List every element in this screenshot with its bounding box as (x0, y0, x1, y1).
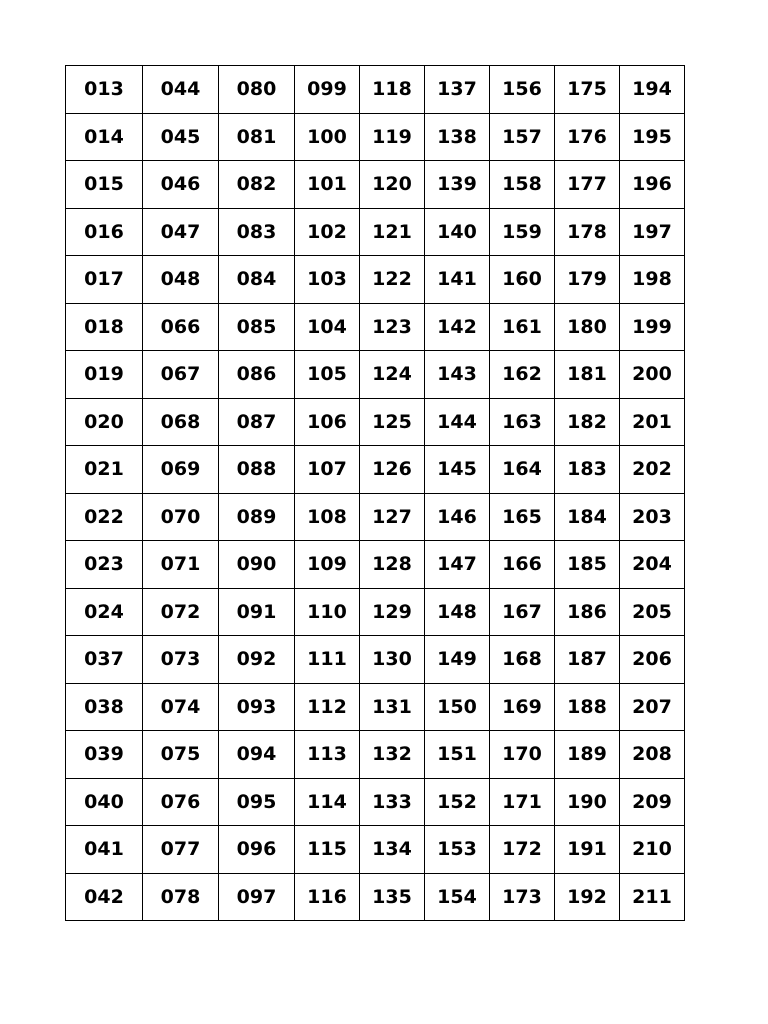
table-row (66, 113, 685, 161)
table-cell: 152 (425, 778, 490, 826)
table-cell: 019 (66, 351, 143, 399)
table-cell: 124 (360, 351, 425, 399)
table-row (66, 731, 685, 779)
table-row (66, 873, 685, 921)
table-cell: 070 (143, 493, 219, 541)
table-cell: 145 (425, 446, 490, 494)
table-row (66, 303, 685, 351)
table-cell: 014 (66, 113, 143, 161)
table-cell: 076 (143, 778, 219, 826)
table-cell: 096 (219, 826, 295, 874)
table-cell: 100 (295, 113, 360, 161)
table-cell: 150 (425, 683, 490, 731)
table-row (66, 778, 685, 826)
table-cell: 112 (295, 683, 360, 731)
table-row (66, 256, 685, 304)
table-cell: 086 (219, 351, 295, 399)
table-cell: 134 (360, 826, 425, 874)
table-cell: 107 (295, 446, 360, 494)
table-cell: 080 (219, 66, 295, 114)
table-cell: 046 (143, 161, 219, 209)
table-cell: 163 (490, 398, 555, 446)
table-cell: 024 (66, 588, 143, 636)
table-row (66, 446, 685, 494)
table-cell: 168 (490, 636, 555, 684)
table-cell: 191 (555, 826, 620, 874)
table-cell: 201 (620, 398, 685, 446)
table-cell: 153 (425, 826, 490, 874)
table-cell: 095 (219, 778, 295, 826)
table-cell: 173 (490, 873, 555, 921)
table-cell: 092 (219, 636, 295, 684)
table-cell: 020 (66, 398, 143, 446)
table-cell: 194 (620, 66, 685, 114)
table-cell: 165 (490, 493, 555, 541)
table-cell: 088 (219, 446, 295, 494)
table-cell: 186 (555, 588, 620, 636)
table-cell: 167 (490, 588, 555, 636)
table-cell: 039 (66, 731, 143, 779)
table-cell: 041 (66, 826, 143, 874)
table-cell: 106 (295, 398, 360, 446)
table-cell: 018 (66, 303, 143, 351)
table-cell: 149 (425, 636, 490, 684)
table-cell: 202 (620, 446, 685, 494)
table-cell: 143 (425, 351, 490, 399)
table-cell: 122 (360, 256, 425, 304)
table-cell: 159 (490, 208, 555, 256)
table-cell: 187 (555, 636, 620, 684)
table-cell: 147 (425, 541, 490, 589)
table-row (66, 351, 685, 399)
table-cell: 109 (295, 541, 360, 589)
table-cell: 130 (360, 636, 425, 684)
table-cell: 140 (425, 208, 490, 256)
table-cell: 133 (360, 778, 425, 826)
table-cell: 044 (143, 66, 219, 114)
table-cell: 207 (620, 683, 685, 731)
table-cell: 156 (490, 66, 555, 114)
table-cell: 178 (555, 208, 620, 256)
table-cell: 075 (143, 731, 219, 779)
table-cell: 077 (143, 826, 219, 874)
table-cell: 196 (620, 161, 685, 209)
table-cell: 110 (295, 588, 360, 636)
table-cell: 048 (143, 256, 219, 304)
table-row (66, 161, 685, 209)
table-cell: 206 (620, 636, 685, 684)
table-row (66, 208, 685, 256)
table-cell: 151 (425, 731, 490, 779)
table-cell: 142 (425, 303, 490, 351)
table-cell: 116 (295, 873, 360, 921)
table-cell: 115 (295, 826, 360, 874)
table-cell: 105 (295, 351, 360, 399)
table-cell: 108 (295, 493, 360, 541)
table-cell: 090 (219, 541, 295, 589)
table-cell: 066 (143, 303, 219, 351)
table-cell: 144 (425, 398, 490, 446)
table-cell: 135 (360, 873, 425, 921)
table-cell: 045 (143, 113, 219, 161)
table-cell: 022 (66, 493, 143, 541)
table-cell: 037 (66, 636, 143, 684)
table-cell: 146 (425, 493, 490, 541)
table-row (66, 683, 685, 731)
table-cell: 087 (219, 398, 295, 446)
table-row (66, 541, 685, 589)
table-cell: 016 (66, 208, 143, 256)
table-cell: 171 (490, 778, 555, 826)
table-cell: 161 (490, 303, 555, 351)
table-cell: 175 (555, 66, 620, 114)
table-cell: 126 (360, 446, 425, 494)
table-cell: 017 (66, 256, 143, 304)
table-cell: 074 (143, 683, 219, 731)
table-cell: 114 (295, 778, 360, 826)
table-cell: 083 (219, 208, 295, 256)
table-cell: 180 (555, 303, 620, 351)
table-cell: 067 (143, 351, 219, 399)
table-cell: 091 (219, 588, 295, 636)
table-cell: 093 (219, 683, 295, 731)
table-row (66, 398, 685, 446)
table-cell: 182 (555, 398, 620, 446)
table-cell: 013 (66, 66, 143, 114)
table-cell: 132 (360, 731, 425, 779)
table-cell: 197 (620, 208, 685, 256)
table-cell: 157 (490, 113, 555, 161)
table-row (66, 636, 685, 684)
table-cell: 094 (219, 731, 295, 779)
table-cell: 129 (360, 588, 425, 636)
table-cell: 141 (425, 256, 490, 304)
table-cell: 190 (555, 778, 620, 826)
table-cell: 120 (360, 161, 425, 209)
table-cell: 204 (620, 541, 685, 589)
table-cell: 101 (295, 161, 360, 209)
table-cell: 125 (360, 398, 425, 446)
table-cell: 137 (425, 66, 490, 114)
table-cell: 158 (490, 161, 555, 209)
table-cell: 184 (555, 493, 620, 541)
table-cell: 047 (143, 208, 219, 256)
table-cell: 089 (219, 493, 295, 541)
table-cell: 181 (555, 351, 620, 399)
table-cell: 113 (295, 731, 360, 779)
table-cell: 170 (490, 731, 555, 779)
table-cell: 200 (620, 351, 685, 399)
table-cell: 023 (66, 541, 143, 589)
table-cell: 119 (360, 113, 425, 161)
table-cell: 069 (143, 446, 219, 494)
table-cell: 104 (295, 303, 360, 351)
table-cell: 185 (555, 541, 620, 589)
table-cell: 128 (360, 541, 425, 589)
table-cell: 015 (66, 161, 143, 209)
table-cell: 166 (490, 541, 555, 589)
table-cell: 072 (143, 588, 219, 636)
number-grid-table (65, 65, 685, 921)
table-cell: 199 (620, 303, 685, 351)
table-cell: 154 (425, 873, 490, 921)
table-row (66, 826, 685, 874)
table-cell: 208 (620, 731, 685, 779)
table-cell: 162 (490, 351, 555, 399)
table-cell: 183 (555, 446, 620, 494)
table-cell: 177 (555, 161, 620, 209)
table-cell: 138 (425, 113, 490, 161)
table-cell: 040 (66, 778, 143, 826)
table-cell: 195 (620, 113, 685, 161)
table-cell: 121 (360, 208, 425, 256)
table-cell: 164 (490, 446, 555, 494)
table-cell: 210 (620, 826, 685, 874)
table-cell: 081 (219, 113, 295, 161)
table-row (66, 66, 685, 114)
table-cell: 188 (555, 683, 620, 731)
table-cell: 189 (555, 731, 620, 779)
table-cell: 211 (620, 873, 685, 921)
table-cell: 084 (219, 256, 295, 304)
table-cell: 082 (219, 161, 295, 209)
table-cell: 099 (295, 66, 360, 114)
table-cell: 123 (360, 303, 425, 351)
table-cell: 097 (219, 873, 295, 921)
table-cell: 021 (66, 446, 143, 494)
table-cell: 160 (490, 256, 555, 304)
table-cell: 127 (360, 493, 425, 541)
table-cell: 042 (66, 873, 143, 921)
table-cell: 118 (360, 66, 425, 114)
table-cell: 179 (555, 256, 620, 304)
table-cell: 131 (360, 683, 425, 731)
table-cell: 203 (620, 493, 685, 541)
table-cell: 073 (143, 636, 219, 684)
table-cell: 176 (555, 113, 620, 161)
table-cell: 169 (490, 683, 555, 731)
table-cell: 192 (555, 873, 620, 921)
table-cell: 038 (66, 683, 143, 731)
table-cell: 198 (620, 256, 685, 304)
table-cell: 205 (620, 588, 685, 636)
table-cell: 068 (143, 398, 219, 446)
table-cell: 148 (425, 588, 490, 636)
table-cell: 085 (219, 303, 295, 351)
table-cell: 078 (143, 873, 219, 921)
table-cell: 071 (143, 541, 219, 589)
table-row (66, 493, 685, 541)
table-cell: 172 (490, 826, 555, 874)
table-cell: 111 (295, 636, 360, 684)
table-cell: 139 (425, 161, 490, 209)
table-cell: 103 (295, 256, 360, 304)
number-grid-body (66, 66, 685, 921)
table-cell: 102 (295, 208, 360, 256)
table-cell: 209 (620, 778, 685, 826)
table-row (66, 588, 685, 636)
